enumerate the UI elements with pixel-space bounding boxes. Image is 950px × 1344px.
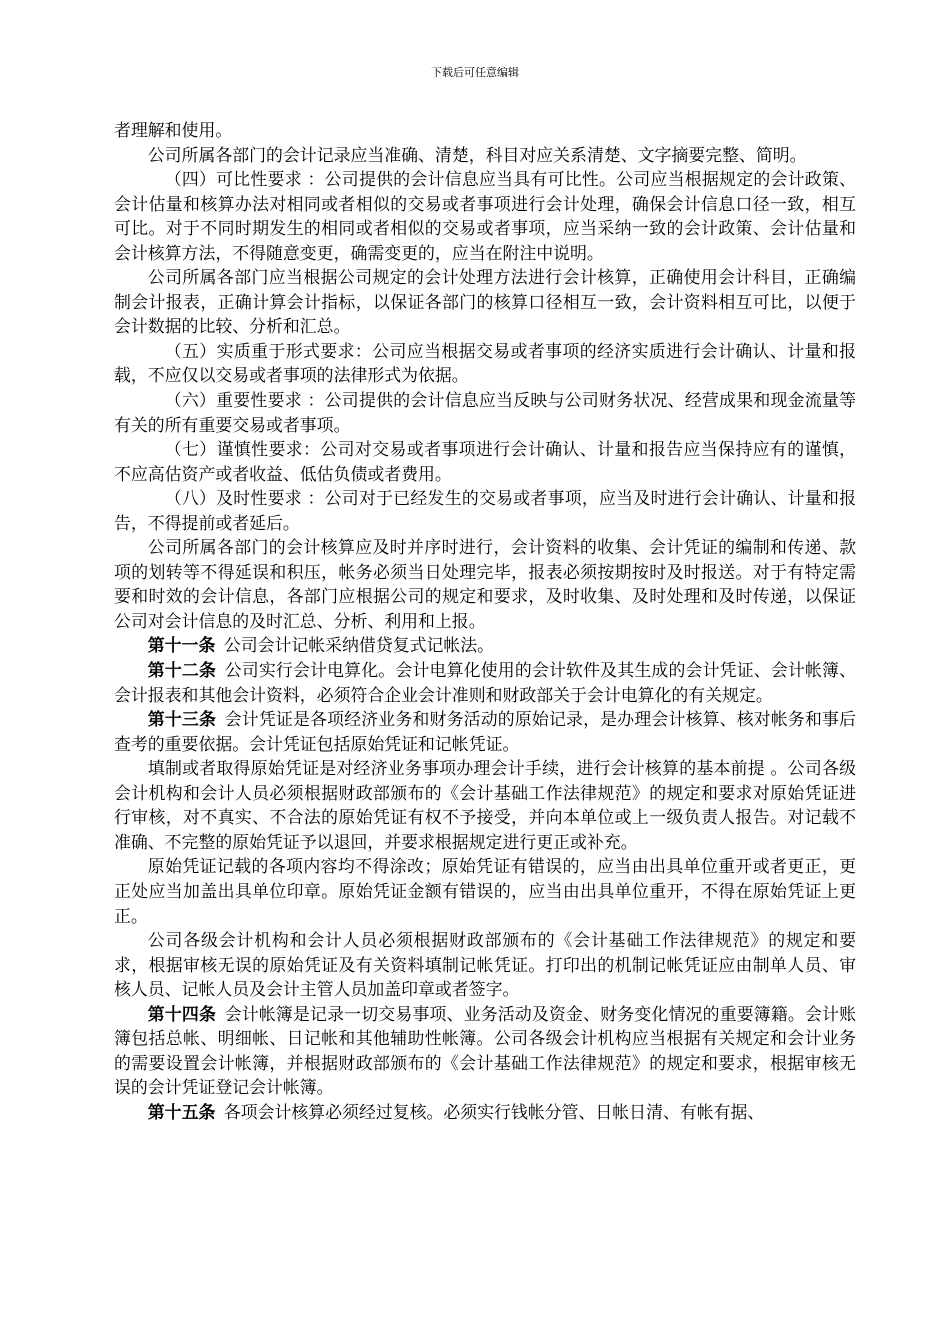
paragraph-text: 公司各级会计机构和会计人员必须根据财政部颁布的《会计基础工作法律规范》的规定和要求，根据审核无误的原始凭证及有关资料填制记帐凭证。打印出的机制记帐凭证应由制单人员、审核人员、记帐人员及会计主管人员加盖印章或者签字。 (114, 930, 856, 1000)
article-paragraph (114, 707, 856, 756)
article-label: 第十四条 (147, 1003, 217, 1024)
paragraph-text: 会计凭证是各项经济业务和财务活动的原始记录，是办理会计核算、核对帐务和事后查考的重要依据。会计凭证包括原始凭证和记帐凭证。 (114, 709, 857, 754)
paragraph (114, 265, 856, 339)
paragraph-text: （五）实质重于形式要求：公司应当根据交易或者事项的经济实质进行会计确认、计量和报载，不应仅以交易或者事项的法律形式为依据。 (114, 340, 856, 386)
paragraph-text: （四）可比性要求 ：公司提供的会计信息应当具有可比性。公司应当根据规定的会计政策、会计估量和核算办法对相同或者相似的交易或者事项进行会计处理，确保会计信息口径一致，相互可比。对于不同时期发生的相同或者相似的交易或者事项，应当采纳一致的会计政策、会计估量和会计核算方法，不得随意变更，确需变更的，应当在附注中说明。 (114, 169, 856, 263)
paragraph (114, 756, 856, 854)
page-header: 下载后可任意编辑 (431, 66, 519, 79)
paragraph (114, 535, 856, 633)
paragraph-text: （八）及时性要求 ：公司对于已经发生的交易或者事项，应当及时进行会计确认、计量和报告，不得提前或者延后。 (114, 488, 856, 533)
paragraph (114, 339, 856, 388)
article-label: 第十二条 (147, 660, 217, 681)
paragraph (114, 854, 856, 928)
paragraph (114, 167, 856, 265)
paragraph (114, 143, 856, 168)
article-paragraph (114, 658, 856, 707)
paragraph-text: 公司会计记帐采纳借贷复式记帐法。 (223, 635, 495, 656)
document-body (114, 118, 856, 1124)
paragraph (114, 486, 856, 535)
paragraph-text: 者理解和使用。 (114, 120, 233, 140)
article-label: 第十三条 (147, 709, 217, 730)
paragraph-text: 各项会计核算必须经过复核。必须实行钱帐分管、日帐日清、有帐有据、 (223, 1101, 765, 1122)
paragraph-text: （七）谨慎性要求：公司对交易或者事项进行会计确认、计量和报告应当保持应有的谨慎，不应高估资产或者收益、低估负债或者费用。 (114, 439, 856, 484)
article-paragraph (114, 1002, 856, 1100)
paragraph-text: 原始凭证记载的各项内容均不得涂改；原始凭证有错误的，应当由出具单位重开或者更正，更正处应当加盖出具单位印章。原始凭证金额有错误的，应当由出具单位重开，不得在原始凭证上更正。 (114, 856, 856, 926)
paragraph-text: 填制或者取得原始凭证是对经济业务事项办理会计手续，进行会计核算的基本前提 。公司各级会计机构和会计人员必须根据财政部颁布的《会计基础工作法律规范》的规定和要求对原始凭证进行审核，对不真实、不合法的原始凭证有权不予接受，并向本单位或上一级负责人报告。对记载不准确、不完整的原始凭证予以退回，并要求根据规定进行更正或补充。 (114, 758, 856, 852)
paragraph (114, 388, 856, 437)
paragraph-text: （六）重要性要求 ：公司提供的会计信息应当反映与公司财务状况、经营成果和现金流量等有关的所有重要交易或者事项。 (114, 390, 856, 435)
paragraph-text: 公司所属各部门的会计核算应及时并序时进行，会计资料的收集、会计凭证的编制和传递、款项的划转等不得延误和积压，帐务必须当日处理完毕，报表必须按期按时及时报送。对于有特定需要和时效的会计信息，各部门应根据公司的规定和要求，及时收集、及时处理和及时传递，以保证公司对会计信息的及时汇总、分析、利用和上报。 (114, 537, 856, 631)
paragraph (114, 437, 856, 486)
paragraph-text: 公司所属各部门的会计记录应当准确、清楚，科目对应关系清楚、文字摘要完整、简明。 (147, 144, 807, 165)
paragraph-text: 公司实行会计电算化。会计电算化使用的会计软件及其生成的会计凭证、会计帐簿、会计报表和其他会计资料，必须符合企业会计准则和财政部关于会计电算化的有关规定。 (114, 660, 857, 705)
article-label: 第十一条 (147, 635, 216, 656)
paragraph (114, 118, 856, 143)
article-label: 第十五条 (147, 1101, 216, 1122)
paragraph-text: 会计帐簿是记录一切交易事项、业务活动及资金、财务变化情况的重要簿籍。会计账簿包括总帐、明细帐、日记帐和其他辅助性帐簿。公司各级会计机构应当根据有关规定和会计业务的需要设置会计帐簿，并根据财政部颁布的《会计基础工作法律规范》的规定和要求，根据审核无误的会计凭证登记会计帐簿。 (114, 1003, 857, 1098)
article-paragraph (114, 633, 856, 658)
paragraph (114, 928, 856, 1002)
paragraph-text: 公司所属各部门应当根据公司规定的会计处理方法进行会计核算，正确使用会计科目，正确编制会计报表，正确计算会计指标，以保证各部门的核算口径相互一致，会计资料相互可比，以便于会计数据的比较、分析和汇总。 (114, 267, 856, 337)
article-paragraph (114, 1100, 856, 1125)
